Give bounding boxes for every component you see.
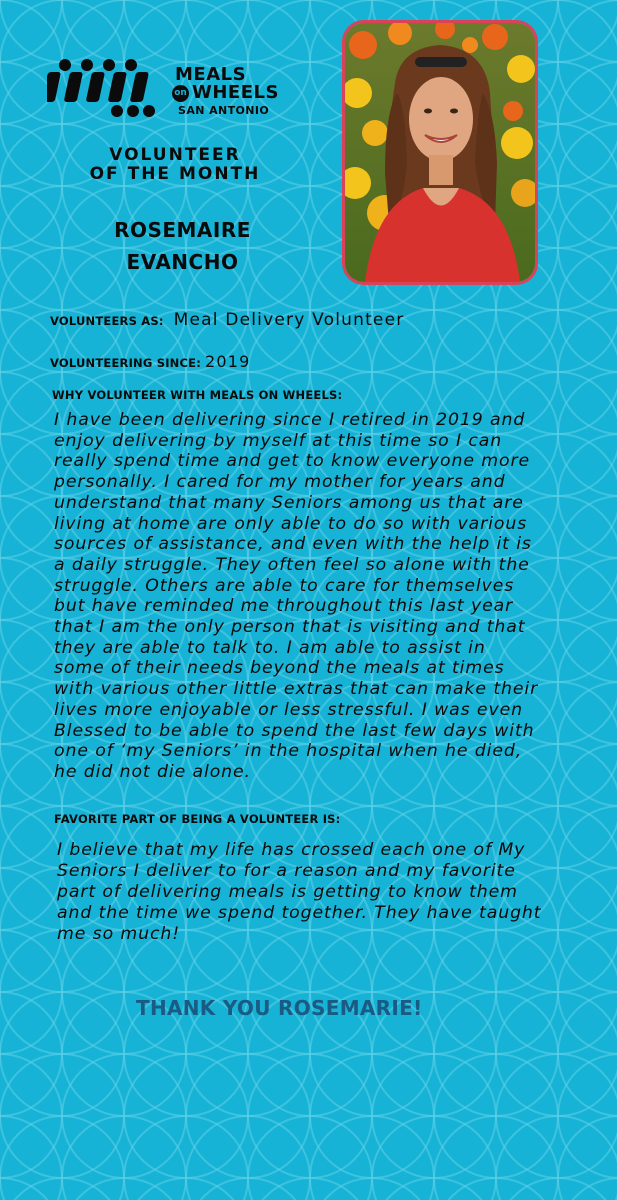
pattern-circle xyxy=(558,1178,617,1200)
thank-you-message: THANK YOU ROSEMARIE! xyxy=(136,996,423,1020)
volunteers-as-value: Meal Delivery Volunteer xyxy=(173,310,405,330)
volunteer-name: ROSEMAIRE EVANCHO xyxy=(114,218,251,274)
volunteers-as-row xyxy=(50,310,404,330)
meals-on-wheels-logo xyxy=(47,58,307,120)
why-volunteer-text: I have been delivering since I retired in 2019 and enjoy delivering by myself at this time so I can really spend time and get to know everyone more personally. I cared for my mother for years and understand that many Seniors among us that are living at home are only able to do so with various sources of assistance, and even with the help it is a daily struggle. They often feel so alone with the struggle. Others are able to care for themselves but have reminded me throughout this last year that I am the only person that is visiting and that they are able to talk to. I am able to assist in some of their needs beyond the meals at times with various other little extras that can make their lives more enjoyable or less stressful. I was even Blessed to be able to spend the last few days with one of ‘my Seniors’ in the hospital when he died, he did not die alone. xyxy=(54,410,539,782)
pattern-circle xyxy=(0,1178,62,1200)
volunteering-since-label: VOLUNTEERING SINCE: xyxy=(50,356,201,370)
logo-meals-text: MEALS xyxy=(175,64,247,85)
favorite-part-label: FAVORITE PART OF BEING A VOLUNTEER IS: xyxy=(54,812,341,826)
logo-san-antonio-text: SAN ANTONIO xyxy=(178,104,270,117)
page-title: VOLUNTEER OF THE MONTH xyxy=(89,145,261,184)
logo-wheels-text: WHEELS xyxy=(192,82,279,103)
logo-wordmark xyxy=(47,58,307,120)
volunteers-as-label: VOLUNTEERS AS: xyxy=(50,314,164,328)
volunteer-photo xyxy=(342,20,538,285)
volunteering-since-row xyxy=(50,352,251,371)
volunteering-since-value: 2019 xyxy=(205,352,251,371)
logo-on-badge: on xyxy=(172,85,189,102)
favorite-part-text: I believe that my life has crossed each one of My Seniors I deliver to for a reason and my favorite part of delivering meals is getting to know them and the time we spend together. They have taught me so much! xyxy=(57,840,542,944)
why-volunteer-label: WHY VOLUNTEER WITH MEALS ON WHEELS: xyxy=(52,388,343,402)
portrait-illustration xyxy=(345,23,535,282)
